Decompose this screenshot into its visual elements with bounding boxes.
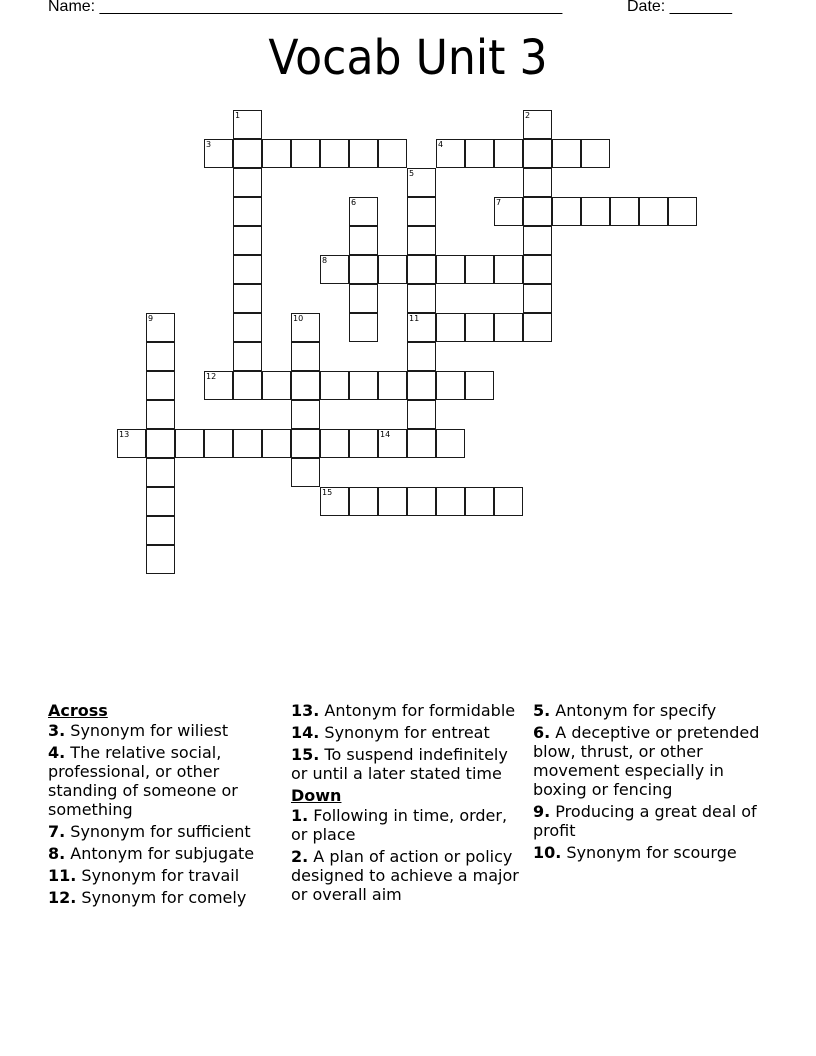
cell-number: 2 bbox=[525, 111, 531, 120]
crossword-cell[interactable] bbox=[407, 284, 436, 313]
cell-number: 3 bbox=[206, 140, 212, 149]
clue-down-2 bbox=[291, 847, 527, 904]
clue-across-7 bbox=[48, 822, 280, 841]
crossword-cell[interactable] bbox=[552, 197, 581, 226]
crossword-cell[interactable] bbox=[262, 139, 291, 168]
name-field[interactable]: Name: ____________________________________________________ bbox=[48, 0, 563, 15]
crossword-cell[interactable] bbox=[233, 110, 262, 139]
crossword-cell[interactable] bbox=[117, 429, 146, 458]
clue-across-13 bbox=[291, 701, 527, 720]
crossword-cell[interactable] bbox=[494, 197, 523, 226]
crossword-cell[interactable] bbox=[233, 255, 262, 284]
crossword-cell[interactable] bbox=[407, 487, 436, 516]
clue-text: Antonym for formidable bbox=[319, 701, 516, 720]
clue-down-1 bbox=[291, 806, 527, 844]
clues-column-3 bbox=[533, 701, 773, 865]
cell-number: 6 bbox=[351, 198, 357, 207]
cell-number: 9 bbox=[148, 314, 154, 323]
crossword-cell[interactable] bbox=[233, 226, 262, 255]
clue-text: Synonym for scourge bbox=[561, 843, 737, 862]
crossword-cell[interactable] bbox=[291, 458, 320, 487]
crossword-cell[interactable] bbox=[407, 197, 436, 226]
cell-number: 14 bbox=[380, 430, 391, 439]
clue-text: The relative social, professional, or other standing of someone or something bbox=[48, 743, 238, 819]
cell-number: 1 bbox=[235, 111, 241, 120]
clue-across-11 bbox=[48, 866, 280, 885]
crossword-cell[interactable] bbox=[523, 226, 552, 255]
crossword-cell[interactable] bbox=[146, 545, 175, 574]
clue-text: Synonym for wiliest bbox=[65, 721, 229, 740]
clue-across-15 bbox=[291, 745, 527, 783]
crossword-cell[interactable] bbox=[233, 429, 262, 458]
cell-number: 12 bbox=[206, 372, 217, 381]
crossword-cell[interactable] bbox=[233, 342, 262, 371]
crossword-cell[interactable] bbox=[523, 110, 552, 139]
clue-across-8 bbox=[48, 844, 280, 863]
crossword-cell[interactable] bbox=[668, 197, 697, 226]
clue-number: 3. bbox=[48, 721, 66, 740]
crossword-cell[interactable] bbox=[291, 400, 320, 429]
crossword-cell[interactable] bbox=[407, 400, 436, 429]
clue-number: 14. bbox=[291, 723, 320, 742]
crossword-cell[interactable] bbox=[204, 371, 233, 400]
crossword-cell[interactable] bbox=[146, 371, 175, 400]
clue-number: 8. bbox=[48, 844, 66, 863]
clue-text: Antonym for specify bbox=[550, 701, 717, 720]
crossword-cell[interactable] bbox=[349, 255, 378, 284]
clue-text: Antonym for subjugate bbox=[65, 844, 255, 863]
crossword-cell[interactable] bbox=[378, 255, 407, 284]
crossword-cell[interactable] bbox=[436, 313, 465, 342]
crossword-cell[interactable] bbox=[523, 284, 552, 313]
crossword-cell[interactable] bbox=[436, 255, 465, 284]
crossword-cell[interactable] bbox=[407, 429, 436, 458]
crossword-cell[interactable] bbox=[349, 197, 378, 226]
crossword-cell[interactable] bbox=[349, 371, 378, 400]
crossword-cell[interactable] bbox=[378, 371, 407, 400]
crossword-cell[interactable] bbox=[494, 255, 523, 284]
crossword-cell[interactable] bbox=[407, 168, 436, 197]
clue-text: Synonym for entreat bbox=[319, 723, 490, 742]
cell-number: 11 bbox=[409, 314, 420, 323]
cell-number: 4 bbox=[438, 140, 444, 149]
crossword-cell[interactable] bbox=[233, 313, 262, 342]
cell-number: 10 bbox=[293, 314, 304, 323]
crossword-cell[interactable] bbox=[146, 429, 175, 458]
clue-number: 2. bbox=[291, 847, 309, 866]
crossword-cell[interactable] bbox=[262, 371, 291, 400]
crossword-cell[interactable] bbox=[523, 255, 552, 284]
crossword-cell[interactable] bbox=[320, 371, 349, 400]
crossword-cell[interactable] bbox=[610, 197, 639, 226]
crossword-cell[interactable] bbox=[581, 197, 610, 226]
clue-down-9 bbox=[533, 802, 773, 840]
page-title: Vocab Unit 3 bbox=[268, 30, 548, 86]
clue-number: 9. bbox=[533, 802, 551, 821]
cell-number: 5 bbox=[409, 169, 415, 178]
clue-number: 15. bbox=[291, 745, 320, 764]
crossword-cell[interactable] bbox=[233, 371, 262, 400]
crossword-cell[interactable] bbox=[378, 429, 407, 458]
clue-across-4 bbox=[48, 743, 280, 819]
crossword-cell[interactable] bbox=[291, 313, 320, 342]
crossword-cell[interactable] bbox=[320, 429, 349, 458]
crossword-cell[interactable] bbox=[146, 516, 175, 545]
crossword-cell[interactable] bbox=[436, 487, 465, 516]
crossword-cell[interactable] bbox=[146, 342, 175, 371]
clue-across-3 bbox=[48, 721, 280, 740]
cell-number: 8 bbox=[322, 256, 328, 265]
clue-text: Producing a great deal of profit bbox=[533, 802, 757, 840]
clue-down-6 bbox=[533, 723, 773, 799]
clue-number: 4. bbox=[48, 743, 66, 762]
crossword-cell[interactable] bbox=[146, 313, 175, 342]
crossword-cell[interactable] bbox=[349, 313, 378, 342]
clue-text: Synonym for travail bbox=[76, 866, 240, 885]
down-heading: Down bbox=[291, 786, 342, 805]
crossword-cell[interactable] bbox=[465, 139, 494, 168]
crossword-cell[interactable] bbox=[146, 400, 175, 429]
crossword-cell[interactable] bbox=[204, 429, 233, 458]
crossword-cell[interactable] bbox=[436, 139, 465, 168]
clue-across-14 bbox=[291, 723, 527, 742]
crossword-cell[interactable] bbox=[233, 197, 262, 226]
crossword-cell[interactable] bbox=[146, 458, 175, 487]
crossword-cell[interactable] bbox=[465, 313, 494, 342]
crossword-cell[interactable] bbox=[436, 371, 465, 400]
cell-number: 15 bbox=[322, 488, 333, 497]
clue-number: 10. bbox=[533, 843, 562, 862]
clue-number: 11. bbox=[48, 866, 77, 885]
crossword-cell[interactable] bbox=[349, 487, 378, 516]
crossword-cell[interactable] bbox=[320, 487, 349, 516]
cell-number: 7 bbox=[496, 198, 502, 207]
crossword-cell[interactable] bbox=[494, 313, 523, 342]
clue-number: 5. bbox=[533, 701, 551, 720]
crossword-cell[interactable] bbox=[407, 342, 436, 371]
crossword-cell[interactable] bbox=[407, 313, 436, 342]
crossword-cell[interactable] bbox=[146, 487, 175, 516]
clue-text: Following in time, order, or place bbox=[291, 806, 508, 844]
cell-number: 13 bbox=[119, 430, 130, 439]
clue-text: To suspend indefinitely or until a later stated time bbox=[291, 745, 508, 783]
crossword-cell[interactable] bbox=[523, 197, 552, 226]
clue-number: 1. bbox=[291, 806, 309, 825]
clue-down-5 bbox=[533, 701, 773, 720]
clue-number: 13. bbox=[291, 701, 320, 720]
clue-across-12 bbox=[48, 888, 280, 907]
crossword-cell[interactable] bbox=[523, 168, 552, 197]
crossword-cell[interactable] bbox=[639, 197, 668, 226]
crossword-cell[interactable] bbox=[523, 139, 552, 168]
crossword-cell[interactable] bbox=[233, 284, 262, 313]
crossword-cell[interactable] bbox=[407, 255, 436, 284]
clues-column-2 bbox=[291, 701, 527, 907]
crossword-cell[interactable] bbox=[349, 226, 378, 255]
clue-number: 7. bbox=[48, 822, 66, 841]
crossword-cell[interactable] bbox=[233, 139, 262, 168]
crossword-cell[interactable] bbox=[407, 371, 436, 400]
clue-text: A deceptive or pretended blow, thrust, or other movement especially in boxing or fencing bbox=[533, 723, 760, 799]
crossword-cell[interactable] bbox=[407, 226, 436, 255]
crossword-cell[interactable] bbox=[581, 139, 610, 168]
clues-column-1 bbox=[48, 701, 280, 910]
clue-text: Synonym for sufficient bbox=[65, 822, 251, 841]
crossword-cell[interactable] bbox=[523, 313, 552, 342]
crossword-cell[interactable] bbox=[175, 429, 204, 458]
crossword-cell[interactable] bbox=[291, 342, 320, 371]
crossword-cell[interactable] bbox=[465, 487, 494, 516]
clue-number: 6. bbox=[533, 723, 551, 742]
clue-down-10 bbox=[533, 843, 773, 862]
clue-number: 12. bbox=[48, 888, 77, 907]
crossword-cell[interactable] bbox=[378, 139, 407, 168]
date-field[interactable]: Date: _______ bbox=[627, 0, 732, 15]
crossword-cell[interactable] bbox=[349, 429, 378, 458]
crossword-cell[interactable] bbox=[494, 487, 523, 516]
across-heading: Across bbox=[48, 701, 108, 720]
crossword-cell[interactable] bbox=[465, 255, 494, 284]
crossword-cell[interactable] bbox=[320, 139, 349, 168]
crossword-cell[interactable] bbox=[291, 371, 320, 400]
crossword-cell[interactable] bbox=[262, 429, 291, 458]
crossword-cell[interactable] bbox=[204, 139, 233, 168]
crossword-cell[interactable] bbox=[349, 284, 378, 313]
crossword-cell[interactable] bbox=[436, 429, 465, 458]
clue-text: Synonym for comely bbox=[76, 888, 247, 907]
crossword-cell[interactable] bbox=[494, 139, 523, 168]
crossword-cell[interactable] bbox=[552, 139, 581, 168]
crossword-cell[interactable] bbox=[378, 487, 407, 516]
crossword-cell[interactable] bbox=[233, 168, 262, 197]
crossword-cell[interactable] bbox=[465, 371, 494, 400]
crossword-cell[interactable] bbox=[349, 139, 378, 168]
crossword-cell[interactable] bbox=[291, 429, 320, 458]
crossword-cell[interactable] bbox=[291, 139, 320, 168]
clue-text: A plan of action or policy designed to achieve a major or overall aim bbox=[291, 847, 519, 904]
crossword-cell[interactable] bbox=[320, 255, 349, 284]
